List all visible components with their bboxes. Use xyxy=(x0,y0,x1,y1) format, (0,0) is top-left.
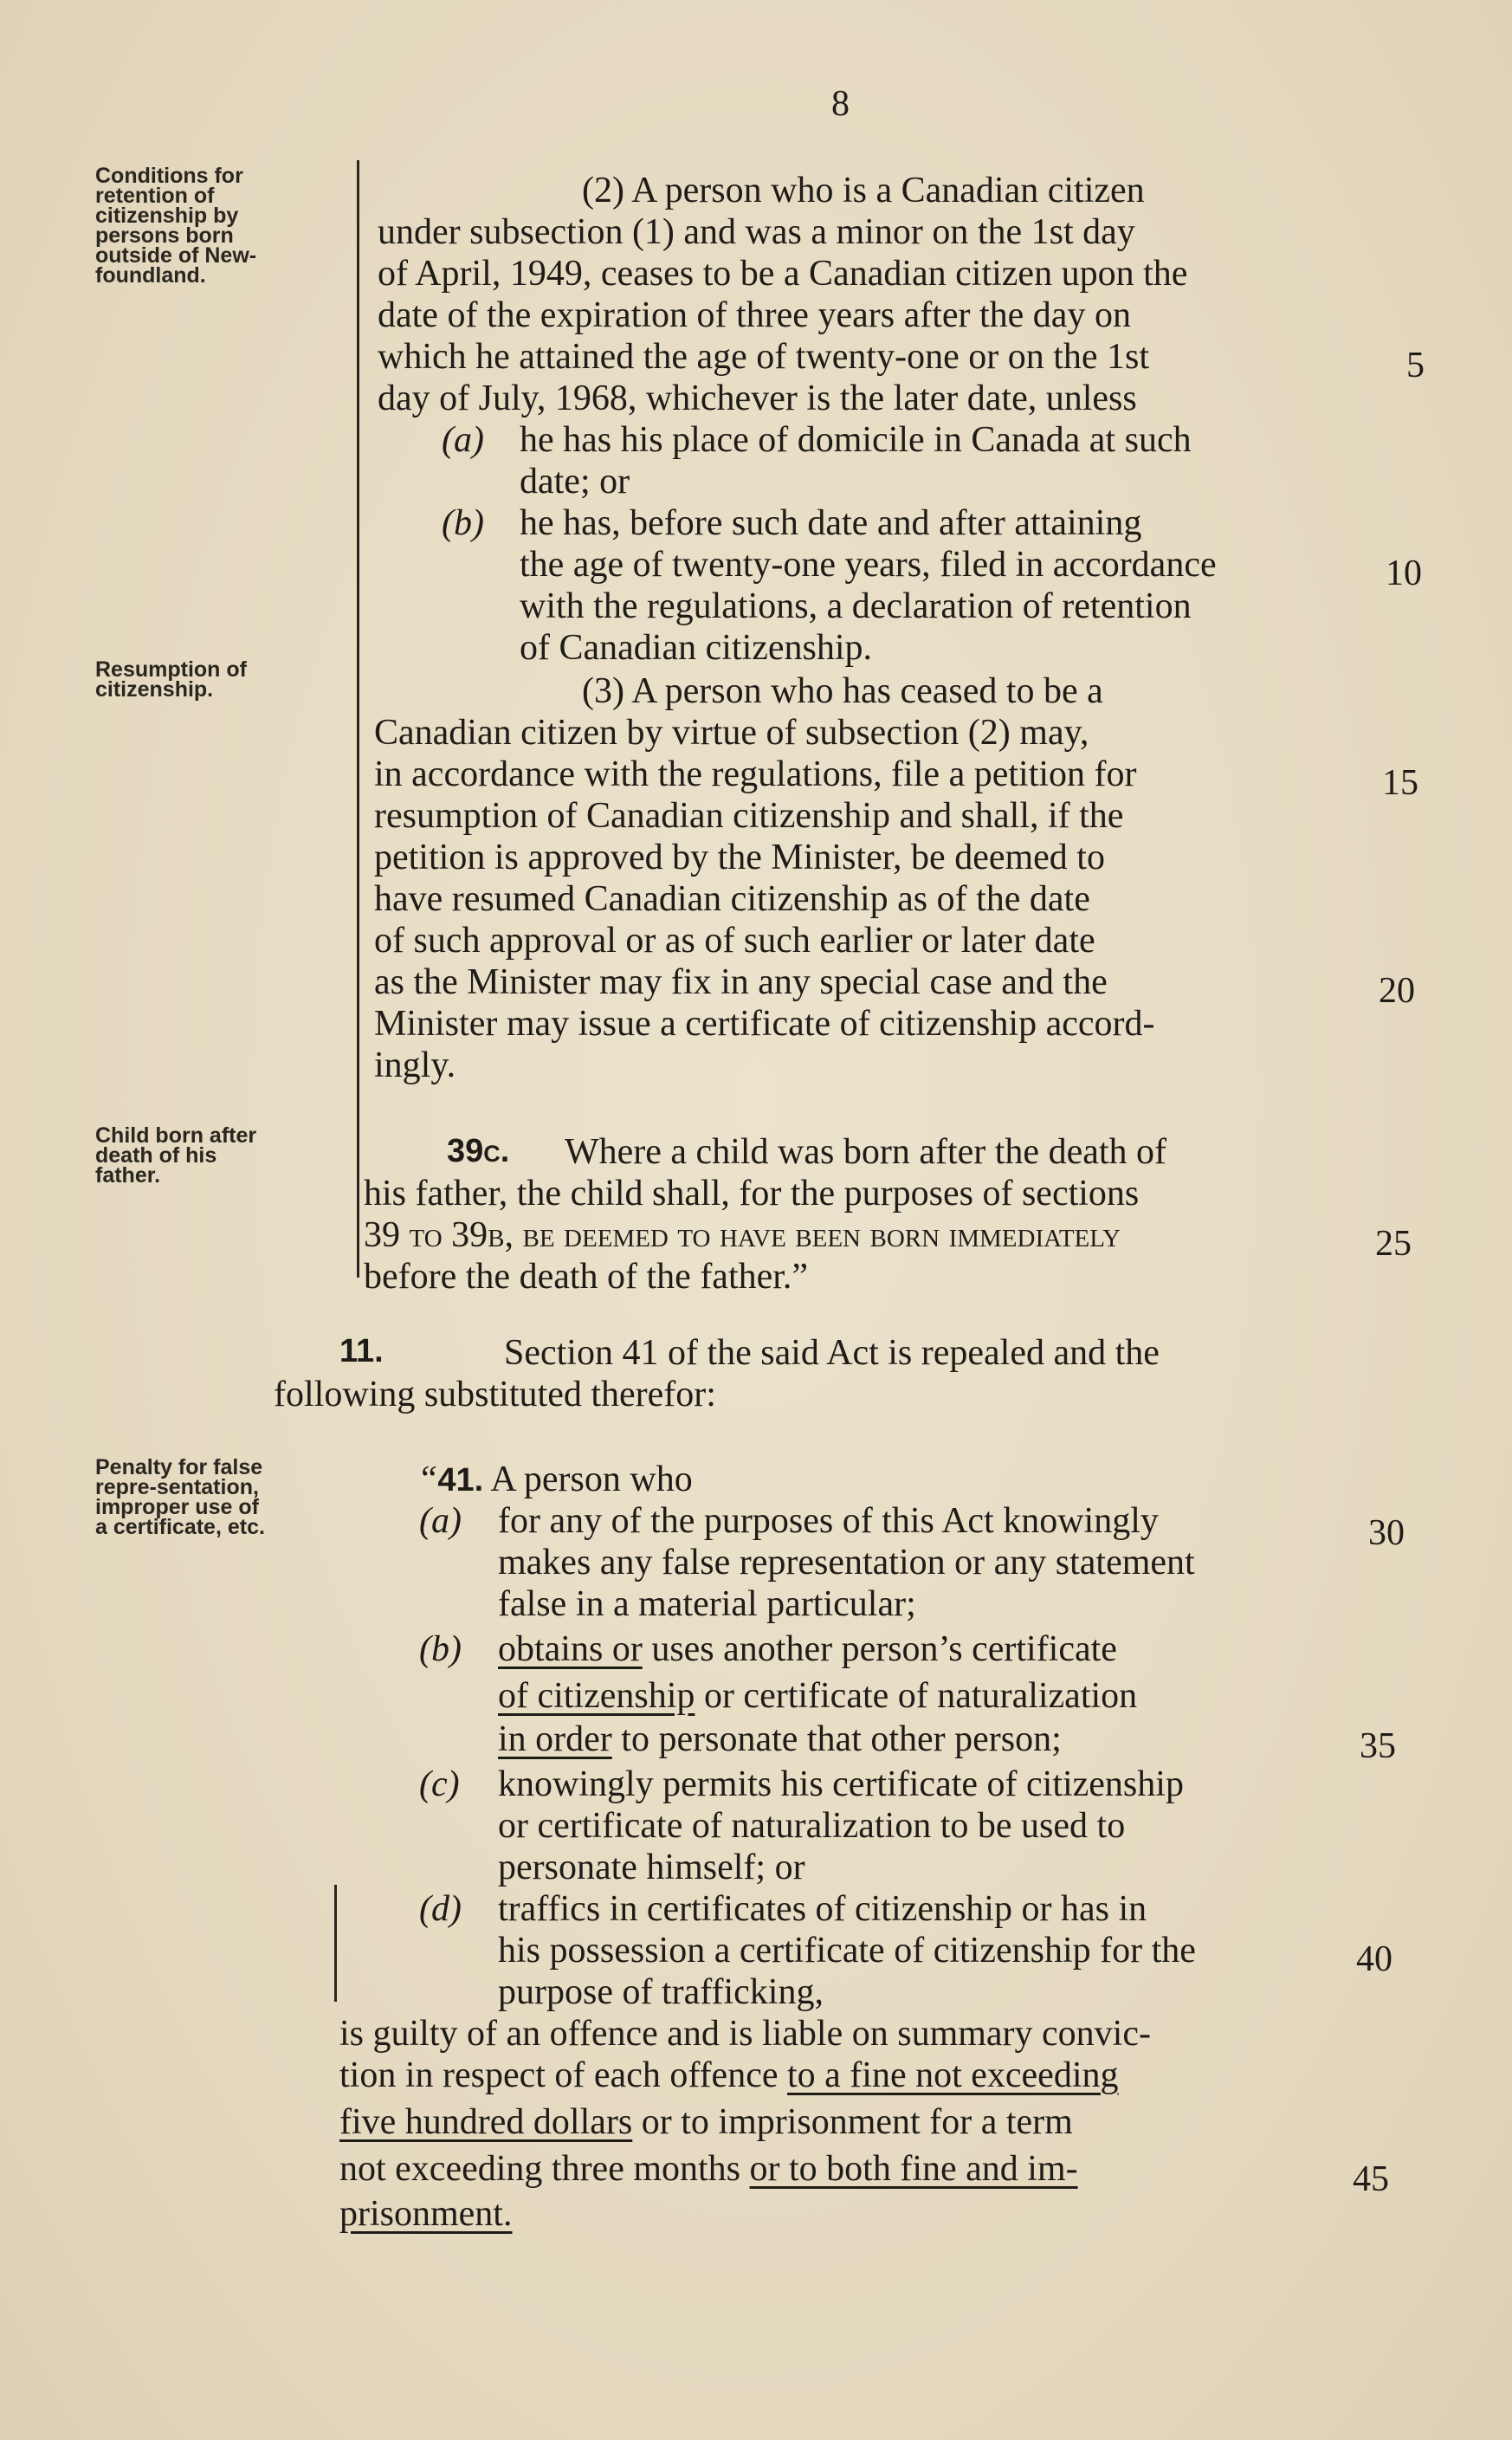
s41-penalty-text-4: not exceeding three months xyxy=(339,2149,741,2189)
s41-para-d-label: (d) xyxy=(419,1889,462,1929)
s41-penalty-line-2 xyxy=(339,2055,1119,2096)
s41-para-b-line-2 xyxy=(498,1675,1137,1717)
page-number: 8 xyxy=(831,84,850,124)
s41-para-a-line-3: false in a material particular; xyxy=(498,1584,916,1624)
s3-line-9: Minister may issue a certificate of citizenship accord- xyxy=(374,1004,1155,1044)
s3-line-6: have resumed Canadian citizenship as of the date xyxy=(374,879,1090,919)
s11-number: 11. xyxy=(339,1333,384,1369)
s11-line-1: Section 41 of the said Act is repealed and the xyxy=(504,1333,1160,1373)
s3-line-2: Canadian citizen by virtue of subsection (2) may, xyxy=(374,713,1089,753)
s39c-line-1: Where a child was born after the death of xyxy=(565,1132,1167,1172)
s41-b-underlined-2: of citizenship xyxy=(498,1676,695,1716)
s41-para-c-line-3: personate himself; or xyxy=(498,1848,805,1887)
s41-para-c-label: (c) xyxy=(419,1764,460,1804)
s3-line-4: resumption of Canadian citizenship and shall, if the xyxy=(374,796,1124,836)
s41-b-underlined-3: in order xyxy=(498,1719,612,1759)
s41-penalty-line-5 xyxy=(339,2193,512,2235)
s41-para-d-line-1: traffics in certificates of citizenship or has in xyxy=(498,1889,1147,1929)
s2-line-6: day of July, 1968, whichever is the later date, unless xyxy=(378,379,1137,418)
s41-penalty-underlined-5: prisonment. xyxy=(339,2194,513,2234)
margin-note-child: Child born after death of his father. xyxy=(95,1123,257,1188)
s11-line-2: following substituted therefor: xyxy=(274,1375,716,1414)
s3-line-7: of such approval or as of such earlier or later date xyxy=(374,921,1095,961)
s41-open-quote: “ xyxy=(417,1459,438,1499)
s41-para-b-line-1 xyxy=(498,1628,1117,1670)
s39c-line-3: 39 to 39b, be deemed to have been born immediately xyxy=(364,1215,1121,1255)
s41-b-rest-1: uses another person’s certificate xyxy=(651,1629,1117,1669)
amendment-bar-bottom xyxy=(334,1885,337,2002)
s39c-number: 39c. xyxy=(447,1133,510,1169)
s3-line-3: in accordance with the regulations, file a petition for xyxy=(374,754,1137,794)
s2-para-b-label: (b) xyxy=(442,503,484,543)
amendment-bar-top xyxy=(357,160,359,1278)
s41-penalty-line-4 xyxy=(339,2148,1078,2190)
s2-para-a-line-2: date; or xyxy=(520,462,630,502)
s2-line-1: (2) A person who is a Canadian citizen xyxy=(582,171,1145,210)
line-number-40: 40 xyxy=(1356,1939,1392,1979)
s41-para-b-label: (b) xyxy=(419,1629,462,1669)
s2-para-a-line-1: he has his place of domicile in Canada at such xyxy=(520,420,1192,460)
s2-para-b-line-2: the age of twenty-one years, filed in accordance xyxy=(520,545,1217,585)
s41-penalty-line-1: is guilty of an offence and is liable on summary convic- xyxy=(339,2014,1151,2054)
margin-note-penalty: Penalty for false repre-sentation, improper use of a certificate, etc. xyxy=(95,1455,265,1539)
line-number-30: 30 xyxy=(1368,1513,1405,1553)
s2-para-b-line-3: with the regulations, a declaration of retention xyxy=(520,586,1192,626)
s41-para-c-line-1: knowingly permits his certificate of citizenship xyxy=(498,1764,1184,1804)
s41-intro: A person who xyxy=(490,1459,693,1499)
s2-para-b-line-4: of Canadian citizenship. xyxy=(520,628,873,668)
s41-penalty-text-2: tion in respect of each offence xyxy=(339,2055,779,2095)
s41-number: 41. xyxy=(437,1462,484,1498)
s41-para-d-line-3: purpose of trafficking, xyxy=(498,1972,824,2012)
s2-para-b-line-1: he has, before such date and after attaining xyxy=(520,503,1142,543)
line-number-20: 20 xyxy=(1379,971,1415,1011)
s2-para-a-label: (a) xyxy=(442,420,484,460)
s41-b-rest-2: or certificate of naturalization xyxy=(703,1676,1138,1716)
margin-note-resumption: Resumption of citizenship. xyxy=(95,657,247,702)
s2-line-5: which he attained the age of twenty-one or on the 1st xyxy=(378,337,1150,377)
line-number-10: 10 xyxy=(1386,553,1422,593)
s41-para-a-line-2: makes any false representation or any statement xyxy=(498,1543,1195,1582)
line-number-45: 45 xyxy=(1353,2159,1389,2199)
s41-heading xyxy=(417,1459,693,1501)
s41-b-rest-3: to personate that other person; xyxy=(621,1719,1062,1759)
s41-b-underlined-1: obtains or xyxy=(498,1629,643,1669)
s41-penalty-underlined-4: or to both fine and im- xyxy=(749,2149,1078,2189)
s3-line-1: (3) A person who has ceased to be a xyxy=(582,671,1103,711)
s2-line-4: date of the expiration of three years after the day on xyxy=(378,295,1131,335)
line-number-15: 15 xyxy=(1382,763,1418,803)
s39c-line-2: his father, the child shall, for the purposes of sections xyxy=(364,1174,1140,1214)
s41-para-a-line-1: for any of the purposes of this Act knowingly xyxy=(498,1501,1159,1541)
s41-penalty-line-3 xyxy=(339,2101,1073,2143)
line-number-5: 5 xyxy=(1406,346,1425,385)
s39c-line-4: before the death of the father.” xyxy=(364,1257,809,1297)
s41-para-b-line-3 xyxy=(498,1718,1062,1760)
s41-para-c-line-2: or certificate of naturalization to be used to xyxy=(498,1806,1126,1846)
s3-line-5: petition is approved by the Minister, be deemed to xyxy=(374,838,1105,877)
s41-penalty-text-3: or to imprisonment for a term xyxy=(641,2102,1073,2142)
line-number-25: 25 xyxy=(1375,1224,1412,1264)
s2-line-2: under subsection (1) and was a minor on the 1st day xyxy=(378,212,1135,252)
s3-line-10: ingly. xyxy=(374,1045,456,1085)
s2-line-3: of April, 1949, ceases to be a Canadian citizen upon the xyxy=(378,254,1188,294)
s41-para-a-label: (a) xyxy=(419,1501,462,1541)
margin-note-retention: Conditions for retention of citizenship by persons born outside of New-foundland. xyxy=(95,164,257,288)
s41-penalty-underlined-2: to a fine not exceeding xyxy=(786,2055,1119,2095)
line-number-35: 35 xyxy=(1360,1726,1396,1766)
s41-para-d-line-2: his possession a certificate of citizenship for the xyxy=(498,1931,1196,1971)
s41-penalty-underlined-3: five hundred dollars xyxy=(339,2102,633,2142)
s3-line-8: as the Minister may fix in any special case and the xyxy=(374,962,1108,1002)
